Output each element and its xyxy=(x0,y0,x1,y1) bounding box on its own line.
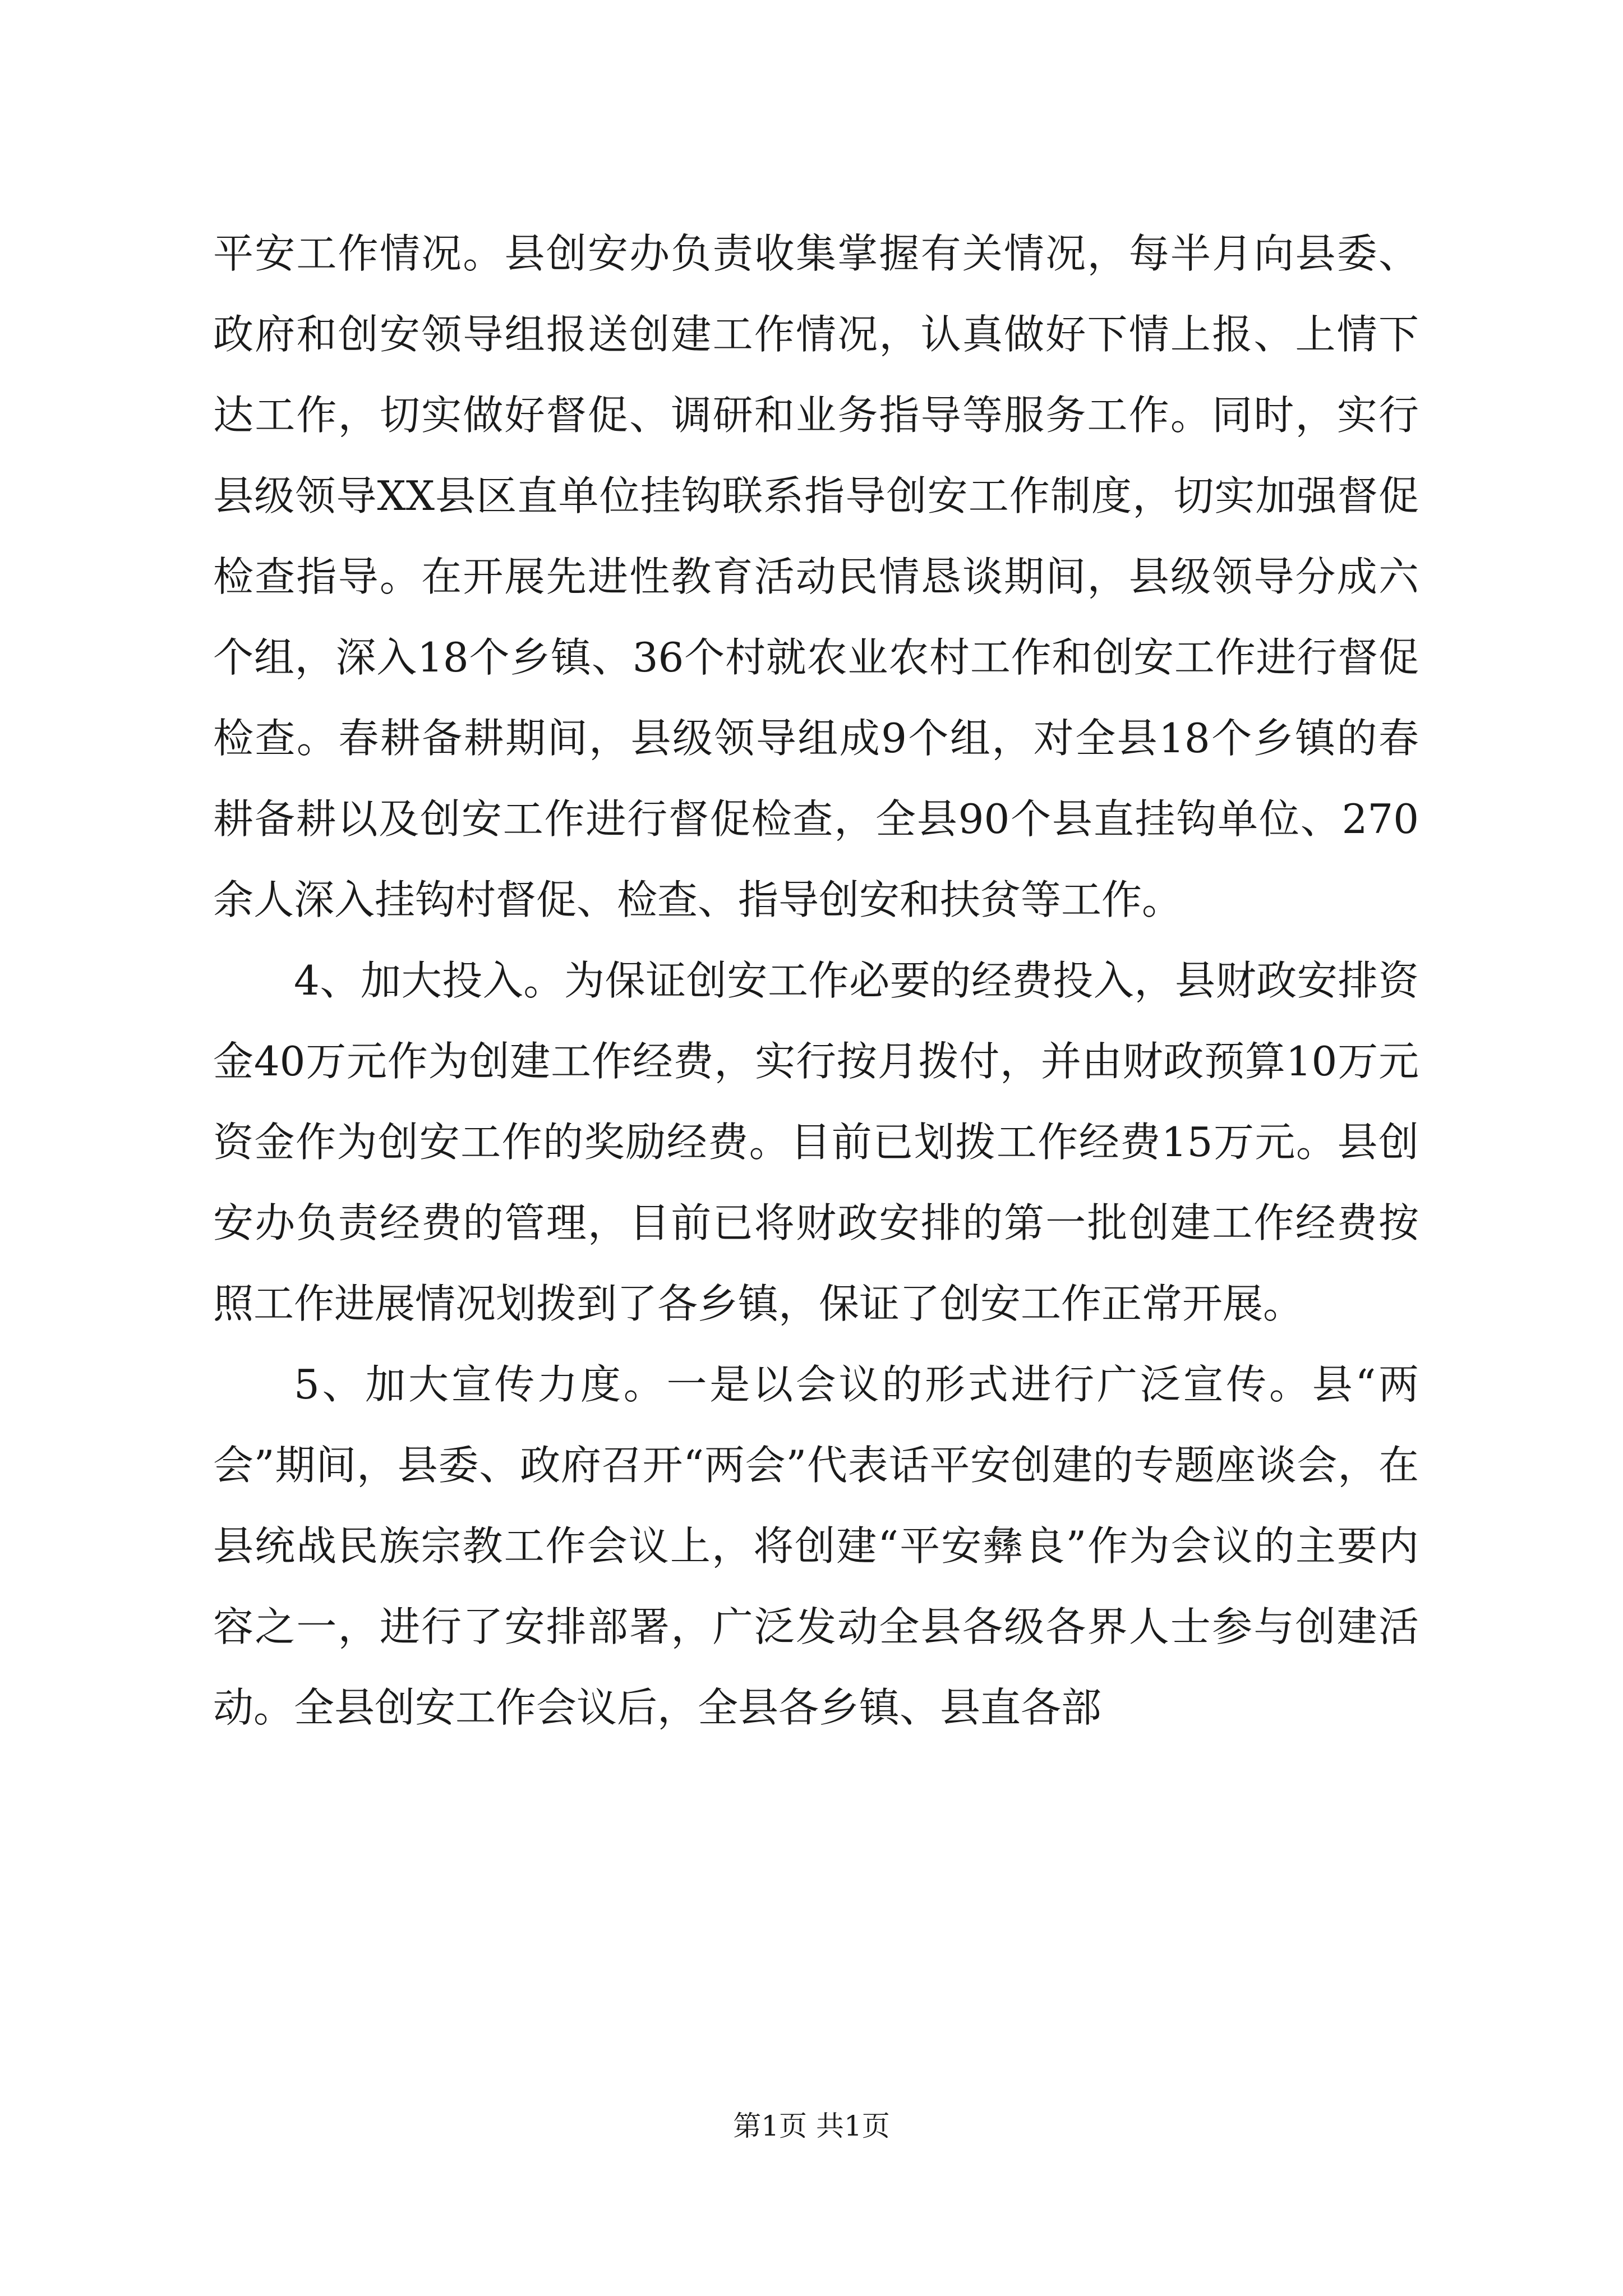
paragraph-publicity: 5、加大宣传力度。一是以会议的形式进行广泛宣传。县“两会”期间，县委、政府召开“两会”代表话平安创建的专题座谈会，在县统战民族宗教工作会议上，将创建“平安彝良”作为会议的主要内容之一，进行了安排部署，广泛发动全县各级各界人士参与创建活动。全县创安工作会议后，全县各乡镇、县直各部 xyxy=(213,1361,1419,1731)
document-body xyxy=(213,213,1419,1748)
page-footer: 第1页 共1页 xyxy=(733,2110,890,2142)
paragraph-funding: 4、加大投入。为保证创安工作必要的经费投入，县财政安排资金40万元作为创建工作经费，实行按月拨付，并由财政预算10万元资金作为创安工作的奖励经费。目前已划拨工作经费15万元。县创安办负责经费的管理，目前已将财政安排的第一批创建工作经费按照工作进展情况划拨到了各乡镇，保证了创安工作正常开展。 xyxy=(213,957,1419,1327)
paragraph-continued: 平安工作情况。县创安办负责收集掌握有关情况，每半月向县委、政府和创安领导组报送创建工作情况，认真做好下情上报、上情下达工作，切实做好督促、调研和业务指导等服务工作。同时，实行县级领导XX县区直单位挂钩联系指导创安工作制度，切实加强督促检查指导。在开展先进性教育活动民情恳谈期间，县级领导分成六个组，深入18个乡镇、36个村就农业农村工作和创安工作进行督促检查。春耕备耕期间，县级领导组成9个组，对全县18个乡镇的春耕备耕以及创安工作进行督促检查，全县90个县直挂钩单位、270余人深入挂钩村督促、检查、指导创安和扶贫等工作。 xyxy=(213,230,1419,923)
